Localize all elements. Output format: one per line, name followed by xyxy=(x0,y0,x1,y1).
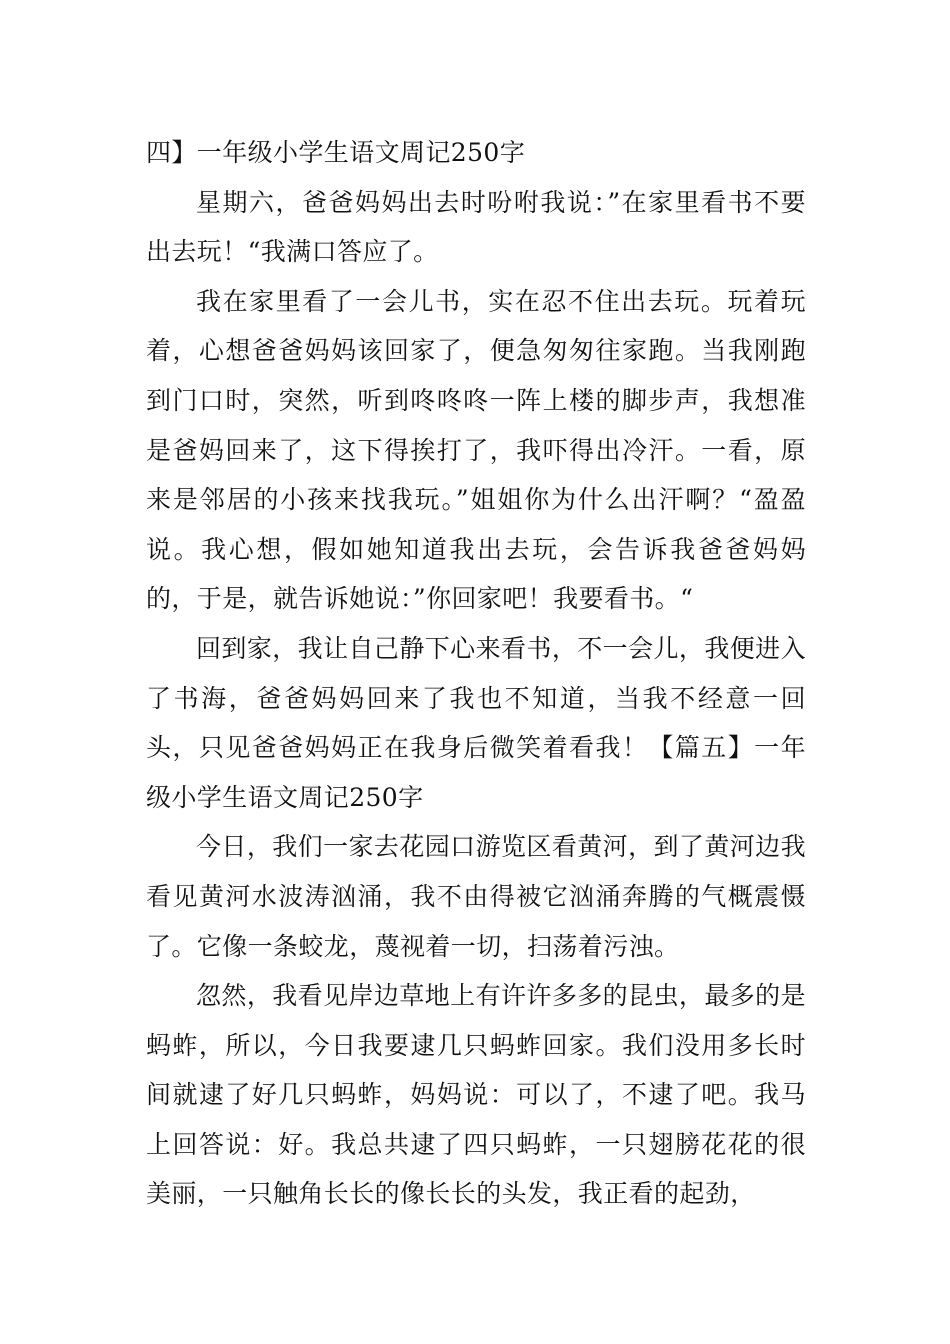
paragraph-4: 今日，我们一家去花园口游览区看黄河，到了黄河边我看见黄河水波涛汹涌，我不由得被它汹涌奔腾的气概震慑了。它像一条蛟龙，蔑视着一切，扫荡着污浊。 xyxy=(146,832,806,961)
paragraph-2: 我在家里看了一会儿书，实在忍不住出去玩。玩着玩着，心想爸爸妈妈该回家了，便急匆匆往家跑。当我刚跑到门口时，突然，听到咚咚咚一阵上楼的脚步声，我想准是爸妈回来了，这下得挨打了，我吓得出冷汗。一看，原来是邻居的小孩来找我玩。”姐姐你为什么出汗啊？“盈盈说。我心想，假如她知道我出去玩，会告诉我爸爸妈妈的，于是，就告诉她说：”你回家吧！我要看书。“ xyxy=(146,286,806,614)
paragraph-5: 忽然，我看见岸边草地上有许许多多的昆虫，最多的是蚂蚱，所以，今日我要逮几只蚂蚱回家。我们没用多长时间就逮了好几只蚂蚱，妈妈说：可以了，不逮了吧。我马上回答说：好。我总共逮了四只蚂蚱，一只翅膀花花的很美丽，一只触角长长的像长长的头发，我正看的起劲， xyxy=(146,981,806,1209)
paragraph-1: 星期六，爸爸妈妈出去时吩咐我说：”在家里看书不要出去玩！“我满口答应了。 xyxy=(146,187,806,267)
document-body xyxy=(146,128,806,1219)
paragraph-heading-fragment: 四】一年级小学生语文周记250字 xyxy=(146,138,526,167)
paragraph-3: 回到家，我让自己静下心来看书，不一会儿，我便进入了书海，爸爸妈妈回来了我也不知道，当我不经意一回头，只见爸爸妈妈正在我身后微笑着看我！【篇五】一年级小学生语文周记250字 xyxy=(146,633,806,812)
